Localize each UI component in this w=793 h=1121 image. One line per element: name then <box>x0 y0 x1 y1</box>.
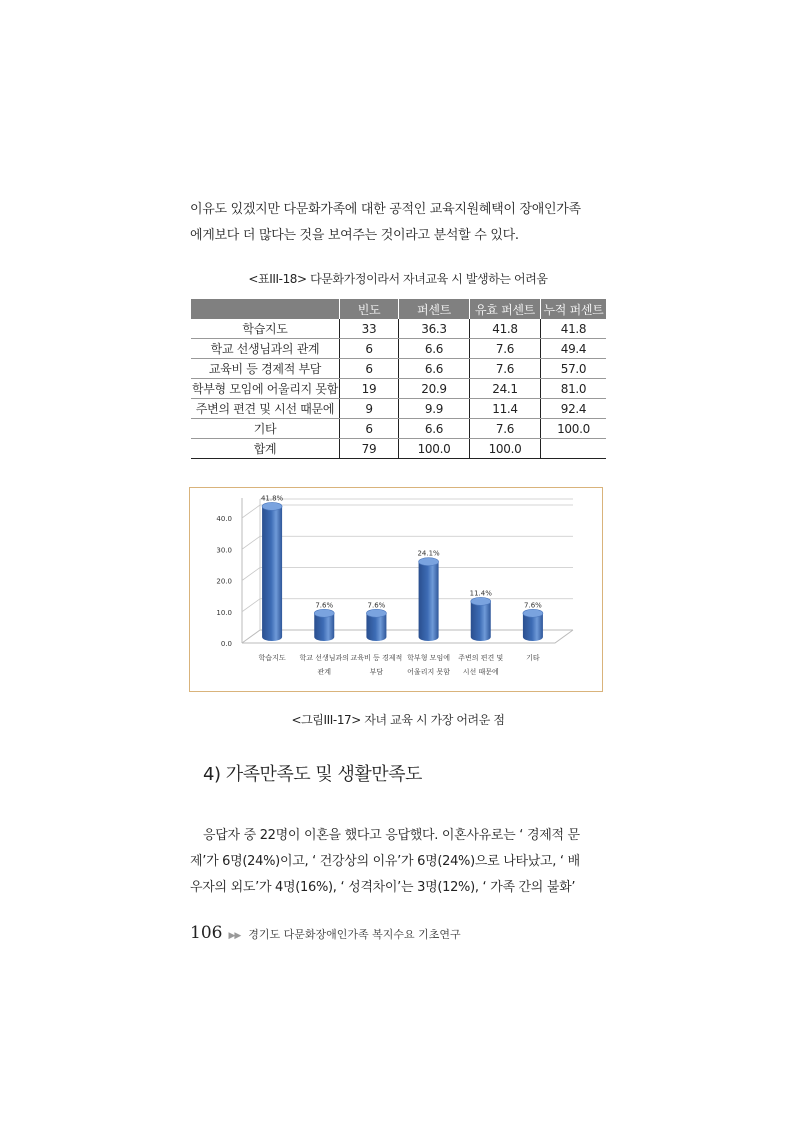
table-cell: 100.0 <box>541 419 607 439</box>
table-cell: 6 <box>340 339 399 359</box>
intro-line: 에게보다 더 많다는 것을 보여주는 것이라고 분석할 수 있다. <box>190 228 519 243</box>
table-cell: 6 <box>340 419 399 439</box>
chart-bar-top <box>262 502 282 510</box>
x-category-label: 학교 선생님과의 <box>299 654 350 662</box>
bar-chart-svg <box>190 488 601 690</box>
table-cell: 20.9 <box>399 379 470 399</box>
table-cell: 81.0 <box>541 379 607 399</box>
chart-bar-top <box>366 609 386 617</box>
intro-line: 이유도 있겠지만 다문화가족에 대한 공적인 교육지원혜택이 장애인가족 <box>190 202 581 217</box>
page-footer <box>190 923 461 943</box>
table-cell: 7.6 <box>470 359 541 379</box>
body-paragraph <box>190 823 610 901</box>
x-category-label: 기타 <box>526 654 540 662</box>
table-cell: 9.9 <box>399 399 470 419</box>
table-row <box>191 319 606 339</box>
x-category-label: 교육비 등 경제적 <box>350 654 403 662</box>
chart-bar <box>419 562 439 641</box>
y-tick-label: 20.0 <box>216 577 232 586</box>
table-cell: 49.4 <box>541 339 607 359</box>
table-cell: 학부형 모임에 어울리지 못함 <box>191 379 340 399</box>
table-cell: 교육비 등 경제적 부담 <box>191 359 340 379</box>
table-cell: 92.4 <box>541 399 607 419</box>
chart-bar-top <box>471 597 491 605</box>
body-line: 제’가 6명(24%)이고, ‘ 건강상의 이유’가 6명(24%)으로 나타났고, ‘ 배 <box>190 854 580 869</box>
body-line: 응답자 중 22명이 이혼을 했다고 응답했다. 이혼사유로는 ‘ 경제적 문 <box>203 828 580 843</box>
chart-bar <box>471 601 491 641</box>
table-cell: 41.8 <box>470 319 541 339</box>
table-cell: 79 <box>340 439 399 459</box>
body-line: 우자의 외도’가 4명(16%), ‘ 성격차이’는 3명(12%), ‘ 가족 간의 불화’ <box>190 880 576 895</box>
table-cell: 6.6 <box>399 419 470 439</box>
table-cell: 19 <box>340 379 399 399</box>
table-cell: 6.6 <box>399 359 470 379</box>
table-cell: 36.3 <box>399 319 470 339</box>
data-label: 41.8% <box>260 494 284 503</box>
table-row <box>191 419 606 439</box>
x-category-label: 시선 때문에 <box>462 668 499 676</box>
table-cell: 57.0 <box>541 359 607 379</box>
x-category-label: 학습지도 <box>258 654 286 662</box>
table-row <box>191 379 606 399</box>
table-cell: 24.1 <box>470 379 541 399</box>
table-row <box>191 339 606 359</box>
column-header: 퍼센트 <box>399 299 470 319</box>
table-cell <box>541 439 607 459</box>
column-header: 유효 퍼센트 <box>470 299 541 319</box>
table-cell: 학교 선생님과의 관계 <box>191 339 340 359</box>
table-cell: 주변의 편견 및 시선 때문에 <box>191 399 340 419</box>
x-category-label: 주변의 편견 및 <box>458 654 504 662</box>
column-header <box>191 299 340 319</box>
data-label: 24.1% <box>417 549 440 558</box>
table-total-row <box>191 439 606 459</box>
chart-gridline <box>242 568 573 581</box>
table-cell: 학습지도 <box>191 319 340 339</box>
table-cell: 11.4 <box>470 399 541 419</box>
table-header-row <box>191 299 606 319</box>
column-header: 빈도 <box>340 299 399 319</box>
table-cell: 41.8 <box>541 319 607 339</box>
y-tick-label: 10.0 <box>216 608 232 617</box>
section-title: 4) 가족만족도 및 생활만족도 <box>203 764 422 785</box>
table-cell: 100.0 <box>399 439 470 459</box>
table-cell: 33 <box>340 319 399 339</box>
chart-gridline <box>242 505 573 518</box>
table-cell: 기타 <box>191 419 340 439</box>
data-label: 7.6% <box>367 601 386 610</box>
frequency-table <box>191 299 606 459</box>
table-caption: <표III-18> 다문화가정이라서 자녀교육 시 발생하는 어려움 <box>248 272 548 286</box>
bar-chart <box>189 487 603 692</box>
arrow-icon: ▶▶ <box>228 931 241 941</box>
table-cell: 6 <box>340 359 399 379</box>
table-cell: 7.6 <box>470 419 541 439</box>
intro-paragraph <box>190 197 610 249</box>
chart-bar <box>262 506 282 641</box>
data-label: 11.4% <box>469 589 492 598</box>
x-category-label: 부담 <box>369 668 384 676</box>
figure-caption: <그림III-17> 자녀 교육 시 가장 어려운 점 <box>291 713 505 727</box>
table-cell: 6.6 <box>399 339 470 359</box>
chart-bar-top <box>314 609 334 617</box>
page-number: 106 <box>190 923 223 943</box>
data-label: 7.6% <box>315 601 334 610</box>
x-category-label: 관계 <box>317 668 332 676</box>
chart-gridline <box>242 536 573 549</box>
x-category-label: 어울리지 못함 <box>407 668 450 676</box>
data-label: 7.6% <box>524 601 542 610</box>
running-title: 경기도 다문화장애인가족 복지수요 기초연구 <box>248 928 461 941</box>
y-tick-label: 0.0 <box>220 640 232 648</box>
table-row <box>191 359 606 379</box>
table-cell: 100.0 <box>470 439 541 459</box>
x-category-label: 학부형 모임에 <box>407 654 450 662</box>
column-header: 누적 퍼센트 <box>541 299 607 319</box>
table-cell: 합계 <box>191 439 340 459</box>
table-cell: 7.6 <box>470 339 541 359</box>
table-cell: 9 <box>340 399 399 419</box>
y-tick-label: 30.0 <box>216 546 232 555</box>
chart-bar-top <box>523 609 543 617</box>
chart-bar-top <box>419 558 439 566</box>
y-tick-label: 40.0 <box>216 515 232 523</box>
table-row <box>191 399 606 419</box>
